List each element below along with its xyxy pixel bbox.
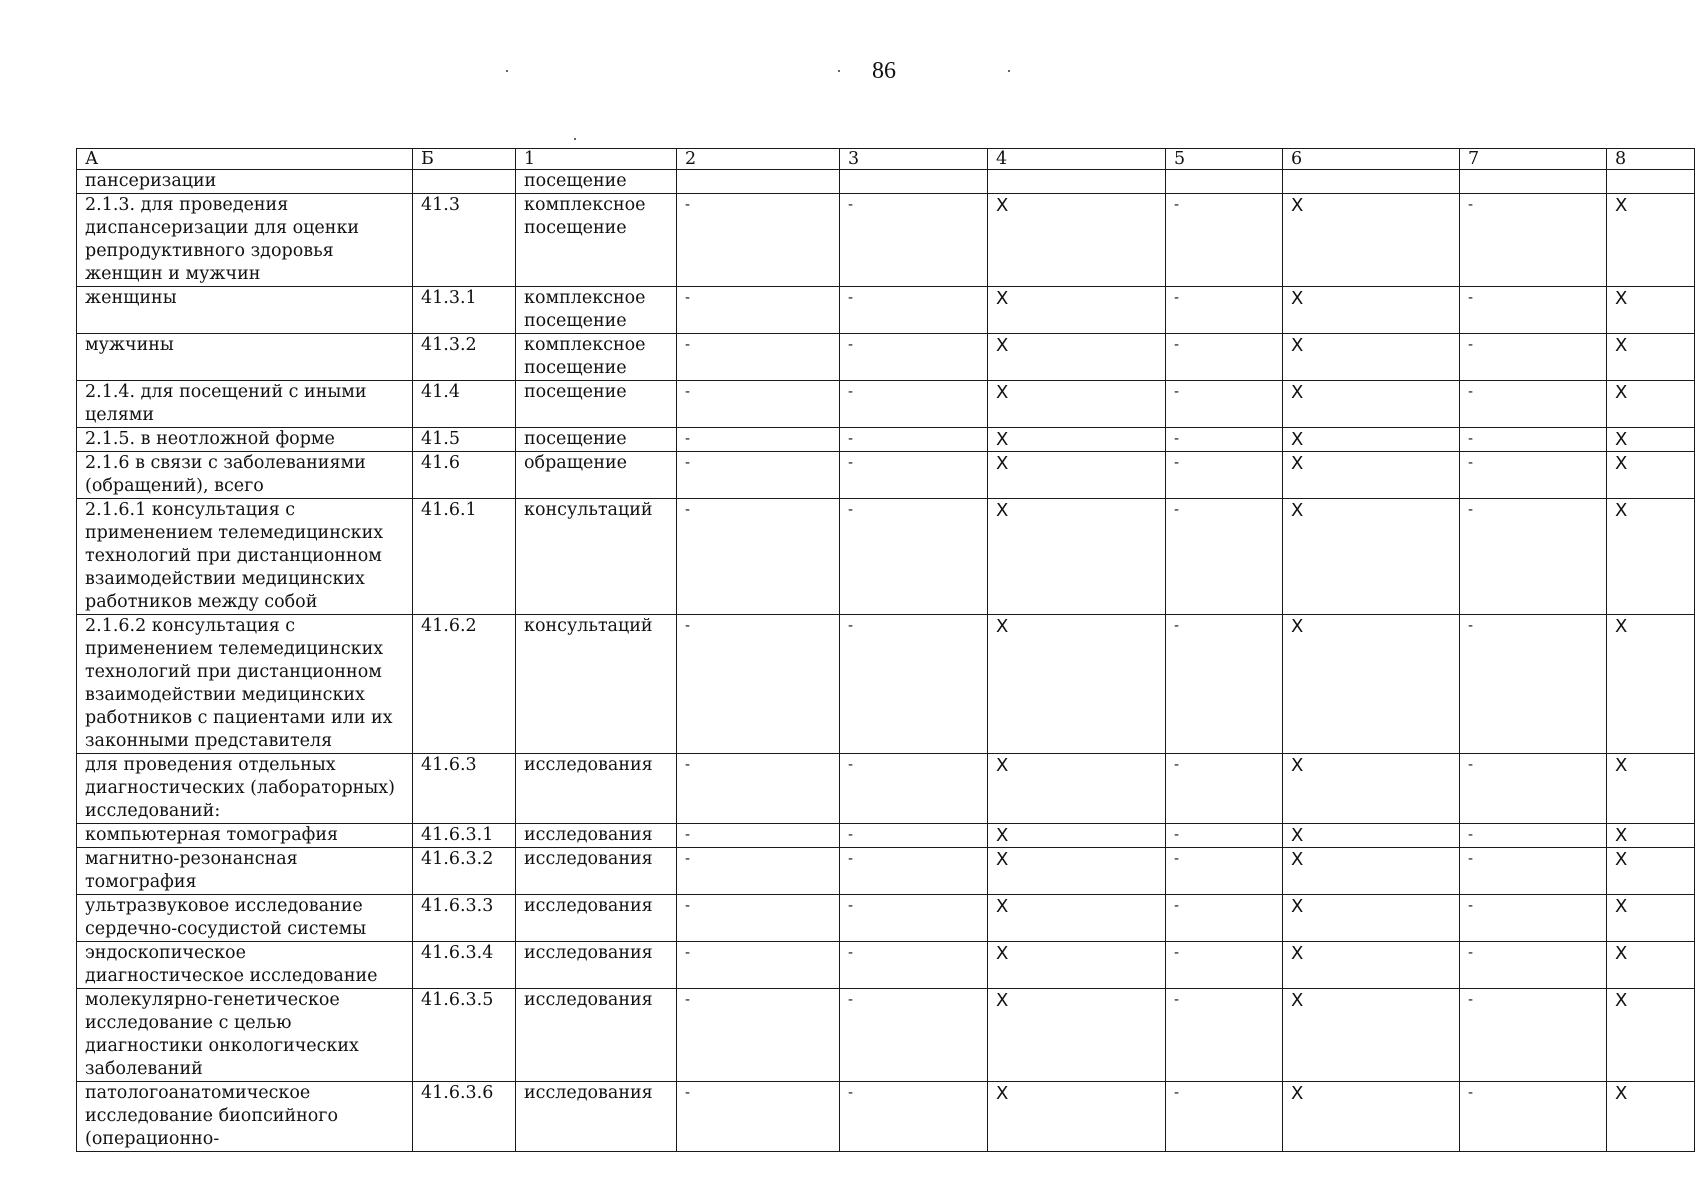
column-header: 3	[840, 149, 988, 170]
col-8-cell: X	[1607, 895, 1695, 942]
col-6-cell: X	[1283, 1082, 1460, 1152]
column-header: 2	[677, 149, 840, 170]
row-name-cell: магнитно-резонансная томография	[77, 848, 413, 895]
col-3-cell: -	[840, 428, 988, 452]
col-5-cell: -	[1166, 824, 1283, 848]
col-2-cell: -	[677, 754, 840, 824]
col-4-cell: X	[988, 499, 1166, 615]
col-6-cell: X	[1283, 499, 1460, 615]
col-8-cell: X	[1607, 381, 1695, 428]
row-unit-cell: обращение	[516, 452, 677, 499]
column-header: 7	[1460, 149, 1607, 170]
table-body	[77, 149, 1695, 1152]
table-row	[77, 170, 1695, 194]
col-8-cell: X	[1607, 452, 1695, 499]
column-header: Б	[413, 149, 516, 170]
table-header-row	[77, 149, 1695, 170]
col-6-cell: X	[1283, 615, 1460, 754]
row-unit-cell: консультаций	[516, 615, 677, 754]
table-row	[77, 194, 1695, 287]
table-row	[77, 848, 1695, 895]
row-unit-cell: комплексное посещение	[516, 194, 677, 287]
row-unit-cell: посещение	[516, 428, 677, 452]
col-5-cell: -	[1166, 334, 1283, 381]
col-6-cell: X	[1283, 452, 1460, 499]
col-2-cell: -	[677, 334, 840, 381]
col-2-cell: -	[677, 428, 840, 452]
col-8-cell: X	[1607, 1082, 1695, 1152]
col-8-cell: X	[1607, 615, 1695, 754]
row-code-cell: 41.6.3.5	[413, 989, 516, 1082]
row-name-cell: эндоскопическое диагностическое исследование	[77, 942, 413, 989]
row-code-cell: 41.6.3.3	[413, 895, 516, 942]
col-6-cell: X	[1283, 334, 1460, 381]
row-code-cell: 41.6.1	[413, 499, 516, 615]
col-7-cell: -	[1460, 942, 1607, 989]
col-2-cell: -	[677, 194, 840, 287]
table-row	[77, 754, 1695, 824]
row-unit-cell: исследования	[516, 895, 677, 942]
row-unit-cell: исследования	[516, 848, 677, 895]
col-7-cell: -	[1460, 615, 1607, 754]
col-6-cell: X	[1283, 381, 1460, 428]
column-header: 5	[1166, 149, 1283, 170]
table-row	[77, 824, 1695, 848]
col-5-cell: -	[1166, 1082, 1283, 1152]
row-name-cell: мужчины	[77, 334, 413, 381]
page-number: 86	[872, 58, 896, 84]
table-row	[77, 615, 1695, 754]
row-unit-cell: посещение	[516, 170, 677, 194]
col-4-cell: X	[988, 452, 1166, 499]
col-6-cell: X	[1283, 989, 1460, 1082]
col-8-cell: X	[1607, 428, 1695, 452]
col-3-cell: -	[840, 942, 988, 989]
col-4-cell: X	[988, 287, 1166, 334]
col-5-cell: -	[1166, 895, 1283, 942]
col-6-cell: X	[1283, 428, 1460, 452]
col-5-cell: -	[1166, 194, 1283, 287]
table-row	[77, 989, 1695, 1082]
table-row	[77, 287, 1695, 334]
col-6-cell: X	[1283, 942, 1460, 989]
column-header: 1	[516, 149, 677, 170]
col-6-cell	[1283, 170, 1460, 194]
col-6-cell: X	[1283, 895, 1460, 942]
scan-speck	[1008, 70, 1010, 72]
col-8-cell: X	[1607, 754, 1695, 824]
col-3-cell	[840, 170, 988, 194]
col-2-cell: -	[677, 824, 840, 848]
col-6-cell: X	[1283, 287, 1460, 334]
col-5-cell: -	[1166, 848, 1283, 895]
row-unit-cell: исследования	[516, 1082, 677, 1152]
col-4-cell: X	[988, 428, 1166, 452]
table-row	[77, 1082, 1695, 1152]
col-8-cell: X	[1607, 848, 1695, 895]
col-3-cell: -	[840, 848, 988, 895]
col-4-cell: X	[988, 381, 1166, 428]
col-7-cell: -	[1460, 895, 1607, 942]
row-name-cell: 2.1.5. в неотложной форме	[77, 428, 413, 452]
col-2-cell: -	[677, 895, 840, 942]
col-3-cell: -	[840, 615, 988, 754]
row-unit-cell: консультаций	[516, 499, 677, 615]
col-2-cell: -	[677, 848, 840, 895]
col-5-cell: -	[1166, 615, 1283, 754]
col-4-cell: X	[988, 334, 1166, 381]
col-7-cell: -	[1460, 428, 1607, 452]
col-4-cell: X	[988, 754, 1166, 824]
col-2-cell: -	[677, 1082, 840, 1152]
col-2-cell: -	[677, 615, 840, 754]
scan-speck	[574, 138, 576, 140]
row-name-cell: 2.1.4. для посещений с иными целями	[77, 381, 413, 428]
col-6-cell: X	[1283, 754, 1460, 824]
row-code-cell: 41.4	[413, 381, 516, 428]
col-6-cell: X	[1283, 824, 1460, 848]
row-code-cell: 41.3	[413, 194, 516, 287]
row-code-cell: 41.6.3.6	[413, 1082, 516, 1152]
col-4-cell: X	[988, 824, 1166, 848]
row-code-cell: 41.6.3.1	[413, 824, 516, 848]
col-7-cell: -	[1460, 452, 1607, 499]
col-8-cell: X	[1607, 194, 1695, 287]
row-code-cell: 41.3.1	[413, 287, 516, 334]
data-table	[76, 148, 1695, 1152]
col-7-cell: -	[1460, 381, 1607, 428]
row-code-cell: 41.6.3.4	[413, 942, 516, 989]
col-6-cell: X	[1283, 194, 1460, 287]
row-name-cell: 2.1.6.2 консультация с применением телемедицинских технологий при дистанционном взаимодействии медицинских работников с пациентами или их законными представителя	[77, 615, 413, 754]
col-4-cell: X	[988, 1082, 1166, 1152]
col-5-cell: -	[1166, 499, 1283, 615]
col-8-cell: X	[1607, 824, 1695, 848]
col-5-cell: -	[1166, 381, 1283, 428]
table-row	[77, 334, 1695, 381]
col-8-cell: X	[1607, 942, 1695, 989]
row-name-cell: компьютерная томография	[77, 824, 413, 848]
col-4-cell: X	[988, 942, 1166, 989]
col-3-cell: -	[840, 452, 988, 499]
row-code-cell	[413, 170, 516, 194]
col-7-cell: -	[1460, 499, 1607, 615]
row-name-cell: ультразвуковое исследование сердечно-сосудистой системы	[77, 895, 413, 942]
col-3-cell: -	[840, 754, 988, 824]
col-3-cell: -	[840, 895, 988, 942]
col-3-cell: -	[840, 381, 988, 428]
col-2-cell: -	[677, 452, 840, 499]
column-header: 6	[1283, 149, 1460, 170]
row-unit-cell: посещение	[516, 381, 677, 428]
col-7-cell: -	[1460, 1082, 1607, 1152]
table-row	[77, 895, 1695, 942]
row-code-cell: 41.6.3	[413, 754, 516, 824]
col-2-cell	[677, 170, 840, 194]
col-7-cell: -	[1460, 754, 1607, 824]
col-8-cell: X	[1607, 499, 1695, 615]
col-3-cell: -	[840, 194, 988, 287]
row-unit-cell: исследования	[516, 942, 677, 989]
col-7-cell: -	[1460, 194, 1607, 287]
col-4-cell: X	[988, 989, 1166, 1082]
col-5-cell: -	[1166, 287, 1283, 334]
scan-speck	[838, 70, 840, 72]
table-row	[77, 428, 1695, 452]
col-7-cell: -	[1460, 287, 1607, 334]
row-unit-cell: исследования	[516, 824, 677, 848]
column-header: А	[77, 149, 413, 170]
col-8-cell: X	[1607, 989, 1695, 1082]
col-5-cell: -	[1166, 452, 1283, 499]
col-3-cell: -	[840, 287, 988, 334]
row-name-cell: молекулярно-генетическое исследование с целью диагностики онкологических заболеваний	[77, 989, 413, 1082]
row-code-cell: 41.5	[413, 428, 516, 452]
row-unit-cell: комплексное посещение	[516, 287, 677, 334]
col-3-cell: -	[840, 824, 988, 848]
col-4-cell: X	[988, 615, 1166, 754]
row-name-cell: патологоанатомическое исследование биопсийного (операционно-	[77, 1082, 413, 1152]
table-row	[77, 499, 1695, 615]
col-6-cell: X	[1283, 848, 1460, 895]
col-2-cell: -	[677, 287, 840, 334]
row-code-cell: 41.6.2	[413, 615, 516, 754]
row-unit-cell: исследования	[516, 754, 677, 824]
column-header: 4	[988, 149, 1166, 170]
row-name-cell: 2.1.6.1 консультация с применением телемедицинских технологий при дистанционном взаимодействии медицинских работников между собой	[77, 499, 413, 615]
row-name-cell: для проведения отдельных диагностических (лабораторных) исследований:	[77, 754, 413, 824]
scan-speck	[506, 70, 508, 72]
col-4-cell: X	[988, 848, 1166, 895]
col-2-cell: -	[677, 499, 840, 615]
col-2-cell: -	[677, 989, 840, 1082]
col-4-cell	[988, 170, 1166, 194]
col-5-cell: -	[1166, 942, 1283, 989]
col-4-cell: X	[988, 194, 1166, 287]
column-header: 8	[1607, 149, 1695, 170]
row-unit-cell: исследования	[516, 989, 677, 1082]
col-7-cell: -	[1460, 989, 1607, 1082]
col-7-cell: -	[1460, 848, 1607, 895]
row-code-cell: 41.6	[413, 452, 516, 499]
col-7-cell	[1460, 170, 1607, 194]
col-4-cell: X	[988, 895, 1166, 942]
col-7-cell: -	[1460, 334, 1607, 381]
col-8-cell	[1607, 170, 1695, 194]
col-5-cell	[1166, 170, 1283, 194]
table-row	[77, 942, 1695, 989]
col-5-cell: -	[1166, 754, 1283, 824]
col-2-cell: -	[677, 942, 840, 989]
col-8-cell: X	[1607, 334, 1695, 381]
row-name-cell: 2.1.6 в связи с заболеваниями (обращений), всего	[77, 452, 413, 499]
col-5-cell: -	[1166, 989, 1283, 1082]
row-name-cell: пансеризации	[77, 170, 413, 194]
row-name-cell: женщины	[77, 287, 413, 334]
col-3-cell: -	[840, 334, 988, 381]
col-2-cell: -	[677, 381, 840, 428]
col-3-cell: -	[840, 989, 988, 1082]
table-row	[77, 452, 1695, 499]
row-unit-cell: комплексное посещение	[516, 334, 677, 381]
table-row	[77, 381, 1695, 428]
row-code-cell: 41.3.2	[413, 334, 516, 381]
row-code-cell: 41.6.3.2	[413, 848, 516, 895]
col-8-cell: X	[1607, 287, 1695, 334]
col-3-cell: -	[840, 1082, 988, 1152]
col-5-cell: -	[1166, 428, 1283, 452]
col-3-cell: -	[840, 499, 988, 615]
col-7-cell: -	[1460, 824, 1607, 848]
row-name-cell: 2.1.3. для проведения диспансеризации для оценки репродуктивного здоровья женщин и мужчин	[77, 194, 413, 287]
